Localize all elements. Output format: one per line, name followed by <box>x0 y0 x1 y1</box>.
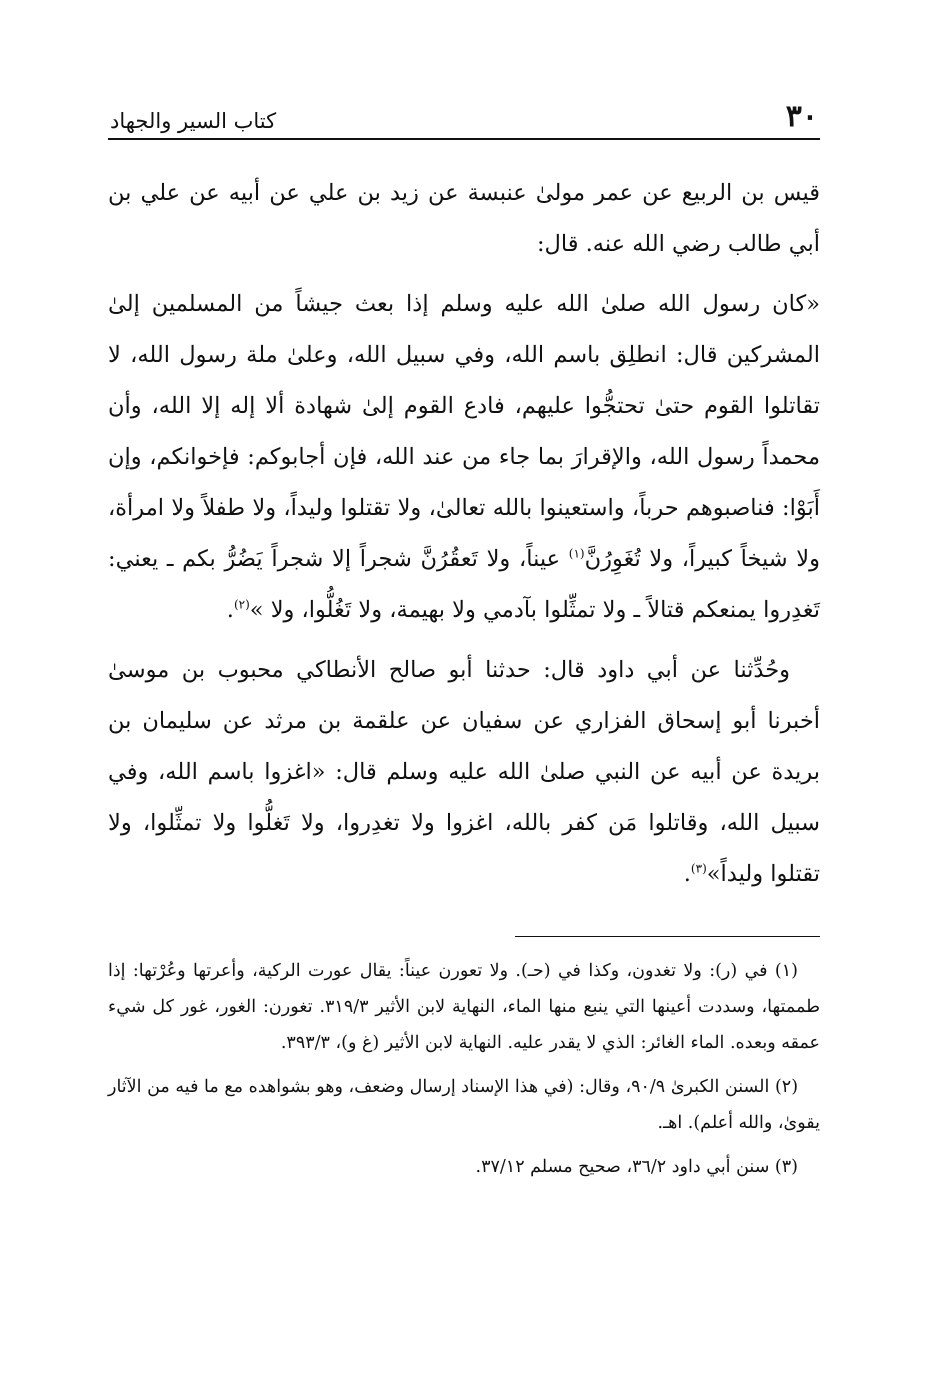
book-page <box>108 92 820 1193</box>
running-header <box>108 92 820 140</box>
footnote-2: (٢) السنن الكبرىٰ ٩٠/٩، وقال: (في هذا الإسناد إرسال وضعف، وهو بشواهده مع ما فيه من الآثار يقوىٰ، والله أعلم). اهـ. <box>108 1077 820 1133</box>
paragraph-isnad: قيس بن الربيع عن عمر مولىٰ عنبسة عن زيد بن علي عن أبيه عن علي بن أبي طالب رضي الله عنه. قال: <box>108 180 820 257</box>
page-number: ٣٠ <box>785 99 818 134</box>
hadith-2-text-a: وحُدِّثنا عن أبي داود قال: حدثنا أبو صالح الأنطاكي محبوب بن موسىٰ أخبرنا أبو إسحاق الفزاري عن سفيان عن علقمة بن مرثد عن سليمان بن بريدة عن أبيه عن النبي صلىٰ الله عليه وسلم قال: «اغزوا باسم الله، وفي سبيل الله، وقاتلوا مَن كفر بالله، اغزوا ولا تغدِروا، ولا تَغلُّوا ولا تمثِّلوا، ولا تقتلوا وليداً» <box>108 657 820 887</box>
hadith-1-text-b: عيناً، ولا تَعقُرُنَّ شجراً إلا شجراً يَضُرُّ بكم ـ يعني: تَغدِروا يمنعكم قتالاً ـ ولا تمثِّلوا بآدمي ولا بهيمة، ولا تَغُلُّوا، ولا » <box>108 546 820 623</box>
footnote-1: (١) في (ر): ولا تغدون، وكذا في (حـ). ولا تعورن عيناً: يقال عورت الركية، وأعرتها وعُرْتها: إذا طممتها، وسددت أعينها التي ينبع منها الماء، النهاية لابن الأثير ٣١٩/٣. تغورن: الغور، غور كل شيء عمقه وبعده. الماء الغائر: الذي لا يقدر عليه. النهاية لابن الأثير (غ و)، ٣٩٣/٣. <box>108 961 820 1053</box>
hadith-2-text-b: . <box>683 861 691 887</box>
footnote-separator <box>515 936 820 937</box>
footnote-ref-1: (١) <box>568 546 585 561</box>
footnote-ref-2: (٢) <box>233 597 250 612</box>
footnote-3: (٣) سنن أبي داود ٣٦/٢، صحيح مسلم ٣٧/١٢. <box>475 1157 798 1177</box>
footnote-ref-3: (٣) <box>690 861 707 876</box>
hadith-1-text-c: . <box>226 597 234 623</box>
paragraph-hadith-2 <box>108 645 820 900</box>
book-title: كتاب السير والجهاد <box>110 109 277 133</box>
footnotes <box>108 953 820 1185</box>
main-text <box>108 168 820 900</box>
hadith-1-text-a: «كان رسول الله صلىٰ الله عليه وسلم إذا بعث جيشاً من المسلمين إلىٰ المشركين قال: انطلِق باسم الله، وفي سبيل الله، وعلىٰ ملة رسول الله، لا تقاتلوا القوم حتىٰ تحتجُّوا عليهم، فادع القوم إلىٰ شهادة ألا إله إلا الله، وأن محمداً رسول الله، والإقرارَ بما جاء من عند الله، فإن أجابوكم: فإخوانكم، وإن أَبَوْا: فناصبوهم حرباً، واستعينوا بالله تعالىٰ، ولا تقتلوا وليداً، ولا طفلاً ولا امرأة، ولا شيخاً كبيراً، ولا تُغَوِرُنَّ <box>108 291 820 572</box>
paragraph-hadith-1 <box>108 279 820 636</box>
